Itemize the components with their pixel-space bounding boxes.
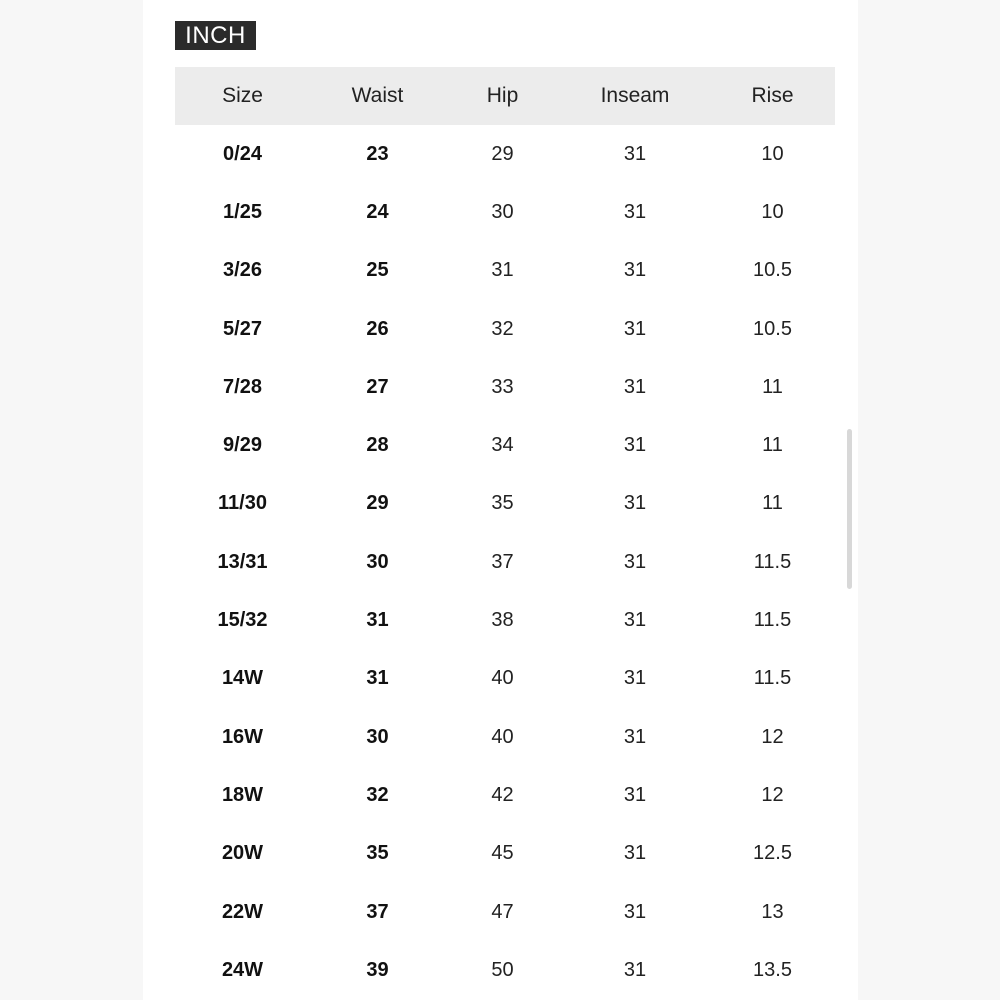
cell-rise: 11 <box>762 492 783 515</box>
cell-rise: 13.5 <box>753 958 792 981</box>
cell-size: 15/32 <box>217 609 268 632</box>
cell-inseam: 31 <box>623 317 647 340</box>
column-header-hip: Hip <box>486 84 519 107</box>
table-row <box>175 533 835 591</box>
cell-hip: 31 <box>491 259 514 282</box>
table-row <box>175 591 835 649</box>
table-row <box>175 125 835 183</box>
cell-waist: 26 <box>366 317 389 340</box>
table-body <box>175 125 835 999</box>
table-row <box>175 183 835 241</box>
cell-waist: 23 <box>366 142 389 165</box>
table-row <box>175 300 835 358</box>
cell-inseam: 31 <box>623 725 647 748</box>
cell-rise: 11.5 <box>753 667 792 690</box>
cell-size: 1/25 <box>223 200 262 223</box>
cell-waist: 28 <box>366 434 389 457</box>
cell-size: 18W <box>221 783 264 806</box>
cell-hip: 40 <box>491 725 514 748</box>
cell-rise: 10.5 <box>753 317 792 340</box>
cell-waist: 31 <box>366 609 389 632</box>
cell-inseam: 31 <box>623 200 647 223</box>
cell-rise: 12 <box>761 725 784 748</box>
cell-rise: 11.5 <box>753 609 792 632</box>
cell-hip: 33 <box>491 375 514 398</box>
cell-inseam: 31 <box>623 259 647 282</box>
cell-hip: 45 <box>491 842 514 865</box>
cell-size: 3/26 <box>223 259 262 282</box>
table-row <box>175 941 835 999</box>
table-row <box>175 766 835 824</box>
table-row <box>175 358 835 416</box>
cell-waist: 30 <box>366 725 389 748</box>
cell-hip: 30 <box>491 200 514 223</box>
table-row <box>175 825 835 883</box>
table-row <box>175 708 835 766</box>
cell-hip: 40 <box>491 667 514 690</box>
cell-inseam: 31 <box>623 609 647 632</box>
cell-waist: 35 <box>366 842 389 865</box>
cell-hip: 42 <box>491 783 514 806</box>
cell-waist: 30 <box>366 550 389 573</box>
cell-hip: 38 <box>491 609 514 632</box>
cell-size: 5/27 <box>223 317 262 340</box>
cell-inseam: 31 <box>623 550 647 573</box>
cell-hip: 32 <box>491 317 514 340</box>
vertical-scrollbar[interactable] <box>847 429 852 589</box>
cell-rise: 13 <box>761 900 784 923</box>
cell-waist: 32 <box>366 783 389 806</box>
table-row <box>175 650 835 708</box>
cell-waist: 29 <box>366 492 389 515</box>
cell-size: 20W <box>221 842 264 865</box>
cell-inseam: 31 <box>623 375 647 398</box>
cell-hip: 50 <box>491 958 514 981</box>
cell-size: 9/29 <box>223 434 262 457</box>
cell-inseam: 31 <box>623 434 647 457</box>
cell-inseam: 31 <box>623 958 647 981</box>
cell-hip: 47 <box>491 900 514 923</box>
cell-size: 16W <box>221 725 264 748</box>
cell-inseam: 31 <box>623 142 647 165</box>
cell-hip: 37 <box>491 550 514 573</box>
cell-waist: 37 <box>366 900 389 923</box>
cell-size: 24W <box>221 958 264 981</box>
inch-unit-tab[interactable]: INCH <box>175 21 256 50</box>
cell-size: 0/24 <box>223 142 262 165</box>
column-header-inseam: Inseam <box>600 84 670 107</box>
cell-hip: 29 <box>491 142 514 165</box>
cell-size: 13/31 <box>217 550 268 573</box>
column-header-rise: Rise <box>751 84 794 107</box>
cell-rise: 11 <box>762 375 783 398</box>
cell-rise: 10.5 <box>753 259 792 282</box>
cell-size: 11/30 <box>218 492 267 515</box>
cell-rise: 11.5 <box>753 550 792 573</box>
cell-size: 7/28 <box>223 375 262 398</box>
table-row <box>175 475 835 533</box>
column-header-waist: Waist <box>351 84 404 107</box>
column-header-size: Size <box>222 84 263 107</box>
cell-waist: 31 <box>366 667 389 690</box>
cell-rise: 12 <box>761 783 784 806</box>
cell-waist: 24 <box>366 200 389 223</box>
cell-inseam: 31 <box>623 492 647 515</box>
cell-inseam: 31 <box>623 900 647 923</box>
cell-inseam: 31 <box>623 783 647 806</box>
table-row <box>175 883 835 941</box>
cell-hip: 35 <box>491 492 514 515</box>
table-row <box>175 416 835 474</box>
cell-rise: 12.5 <box>753 842 792 865</box>
cell-rise: 11 <box>762 434 783 457</box>
cell-size: 22W <box>221 900 264 923</box>
table-header-row <box>175 67 835 125</box>
cell-rise: 10 <box>761 142 784 165</box>
cell-inseam: 31 <box>623 842 647 865</box>
table-row <box>175 242 835 300</box>
cell-hip: 34 <box>491 434 514 457</box>
cell-size: 14W <box>221 667 264 690</box>
cell-waist: 27 <box>366 375 389 398</box>
cell-waist: 25 <box>366 259 389 282</box>
cell-rise: 10 <box>761 200 784 223</box>
cell-inseam: 31 <box>623 667 647 690</box>
cell-waist: 39 <box>366 958 389 981</box>
size-chart-table <box>175 67 835 999</box>
